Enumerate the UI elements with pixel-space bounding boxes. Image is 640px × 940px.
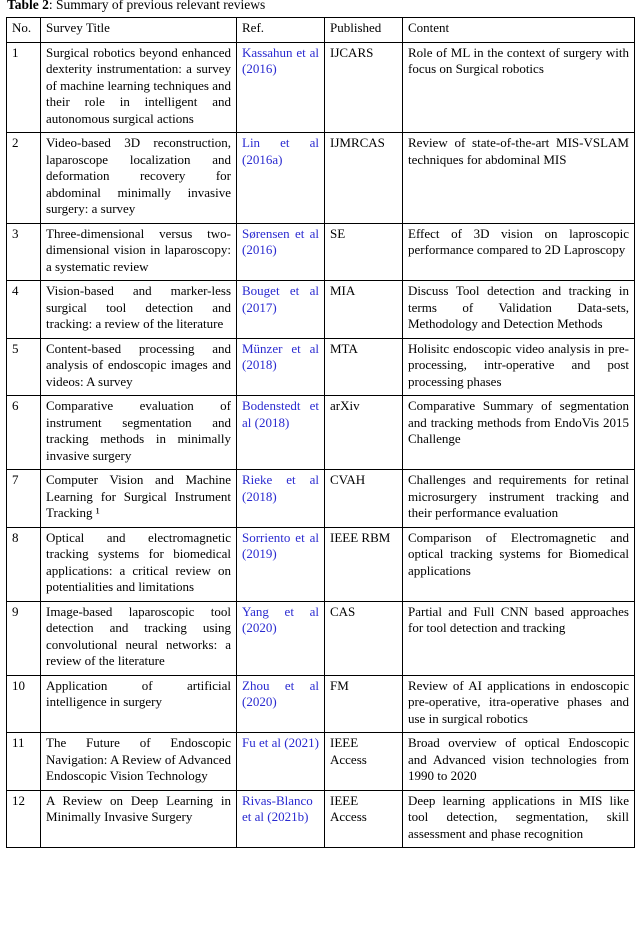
ref-cell <box>237 733 325 791</box>
row-number-cell: 1 <box>7 42 41 133</box>
header-content: Content <box>403 18 635 43</box>
content-cell: Broad overview of optical Endoscopic and Advanced vision technologies from 1990 to 2020 <box>403 733 635 791</box>
row-number-cell: 12 <box>7 790 41 848</box>
citation-link[interactable]: Kassahun et al (2016) <box>242 44 319 77</box>
content-cell: Review of state-of-the-art MIS-VSLAM techniques for abdominal MIS <box>403 133 635 224</box>
header-survey-title: Survey Title <box>41 18 237 43</box>
row-number-cell: 9 <box>7 601 41 675</box>
content-cell: Challenges and requirements for retinal microsurgery instrument tracking and their performance evaluation <box>403 470 635 528</box>
row-number-cell: 4 <box>7 281 41 339</box>
survey-title-cell: Computer Vision and Machine Learning for Surgical Instrument Tracking ¹ <box>41 470 237 528</box>
ref-cell <box>237 601 325 675</box>
survey-title-cell: Application of artificial intelligence in surgery <box>41 675 237 733</box>
content-cell: Comparative Summary of segmentation and tracking methods from EndoVis 2015 Challenge <box>403 396 635 470</box>
ref-cell <box>237 42 325 133</box>
ref-cell <box>237 790 325 848</box>
survey-title-cell: A Review on Deep Learning in Minimally Invasive Surgery <box>41 790 237 848</box>
published-cell: IEEE Access <box>325 733 403 791</box>
content-cell: Holisitc endoscopic video analysis in pre-processing, intr-operative and post processing phases <box>403 338 635 396</box>
published-cell: CAS <box>325 601 403 675</box>
table-row <box>7 338 635 396</box>
survey-title-cell: Comparative evaluation of instrument segmentation and tracking methods in minimally invasive surgery <box>41 396 237 470</box>
table-caption <box>7 0 635 13</box>
row-number-cell: 10 <box>7 675 41 733</box>
published-cell: MIA <box>325 281 403 339</box>
table-row <box>7 281 635 339</box>
survey-title-cell: Vision-based and marker-less surgical tool detection and tracking: a review of the literature <box>41 281 237 339</box>
survey-title-cell: Image-based laparoscopic tool detection and tracking using convolutional neural networks: a review of the literature <box>41 601 237 675</box>
citation-link[interactable]: Münzer et al (2018) <box>242 340 319 373</box>
ref-cell <box>237 133 325 224</box>
content-cell: Discuss Tool detection and tracking in terms of Validation Data-sets, Methodology and Detection Methods <box>403 281 635 339</box>
ref-cell <box>237 338 325 396</box>
survey-title-cell: Optical and electromagnetic tracking systems for biomedical applications: a critical review on potentialities and limitations <box>41 527 237 601</box>
ref-cell <box>237 281 325 339</box>
survey-title-cell: The Future of Endoscopic Navigation: A Review of Advanced Endoscopic Vision Technology <box>41 733 237 791</box>
content-cell: Comparison of Electromagnetic and optical tracking systems for Biomedical applications <box>403 527 635 601</box>
content-cell: Role of ML in the context of surgery with focus on Surgical robotics <box>403 42 635 133</box>
table-caption-label: Table 2 <box>7 0 49 12</box>
content-cell: Partial and Full CNN based approaches for tool detection and tracking <box>403 601 635 675</box>
table-row <box>7 42 635 133</box>
table-row <box>7 790 635 848</box>
ref-cell <box>237 223 325 281</box>
table-row <box>7 601 635 675</box>
citation-link[interactable]: Sorriento et al (2019) <box>242 529 319 562</box>
row-number-cell: 7 <box>7 470 41 528</box>
ref-cell <box>237 396 325 470</box>
published-cell: MTA <box>325 338 403 396</box>
ref-cell <box>237 675 325 733</box>
table-body <box>7 42 635 848</box>
published-cell: SE <box>325 223 403 281</box>
published-cell: IEEE Access <box>325 790 403 848</box>
table-row <box>7 675 635 733</box>
table-header-row <box>7 18 635 43</box>
row-number-cell: 6 <box>7 396 41 470</box>
table-row <box>7 396 635 470</box>
table-row <box>7 223 635 281</box>
published-cell: IJCARS <box>325 42 403 133</box>
table-caption-text: : Summary of previous relevant reviews <box>48 0 266 12</box>
table-row <box>7 527 635 601</box>
citation-link[interactable]: Yang et al (2020) <box>242 603 319 636</box>
reviews-summary-table <box>6 17 635 848</box>
header-ref: Ref. <box>237 18 325 43</box>
content-cell: Deep learning applications in MIS like tool detection, segmentation, skill assessment and phase recognition <box>403 790 635 848</box>
header-no: No. <box>7 18 41 43</box>
survey-title-cell: Surgical robotics beyond enhanced dexterity instrumentation: a survey of machine learning techniques and their role in intelligent and autonomous surgical actions <box>41 42 237 133</box>
table-row <box>7 133 635 224</box>
content-cell: Review of AI applications in endoscopic pre-operative, itra-operative phases and use in surgical robotics <box>403 675 635 733</box>
published-cell: FM <box>325 675 403 733</box>
row-number-cell: 8 <box>7 527 41 601</box>
survey-title-cell: Video-based 3D reconstruction, laparoscope localization and deformation recovery for abdominal minimally invasive surgery: a survey <box>41 133 237 224</box>
row-number-cell: 2 <box>7 133 41 224</box>
citation-link[interactable]: Bodenstedt et al (2018) <box>242 398 319 430</box>
survey-title-cell: Three-dimensional versus two-dimensional vision in laparoscopy: a systematic review <box>41 223 237 281</box>
citation-link[interactable]: Rivas-Blanco et al (2021b) <box>242 792 313 825</box>
header-published: Published <box>325 18 403 43</box>
ref-cell <box>237 470 325 528</box>
citation-link[interactable]: Lin et al (2016a) <box>242 135 319 167</box>
citation-link[interactable]: Rieke et al (2018) <box>242 472 319 504</box>
published-cell: CVAH <box>325 470 403 528</box>
row-number-cell: 5 <box>7 338 41 396</box>
table-row <box>7 733 635 791</box>
survey-title-cell: Content-based processing and analysis of endoscopic images and videos: A survey <box>41 338 237 396</box>
citation-link[interactable]: Sørensen et al (2016) <box>242 225 319 258</box>
citation-link[interactable]: Fu et al (2021) <box>242 735 319 751</box>
published-cell: IJMRCAS <box>325 133 403 224</box>
published-cell: arXiv <box>325 396 403 470</box>
citation-link[interactable]: Bouget et al (2017) <box>242 283 319 315</box>
row-number-cell: 11 <box>7 733 41 791</box>
citation-link[interactable]: Zhou et al (2020) <box>242 677 319 710</box>
published-cell: IEEE RBM <box>325 527 403 601</box>
ref-cell <box>237 527 325 601</box>
content-cell: Effect of 3D vision on laproscopic performance compared to 2D Laproscopy <box>403 223 635 281</box>
table-row <box>7 470 635 528</box>
row-number-cell: 3 <box>7 223 41 281</box>
